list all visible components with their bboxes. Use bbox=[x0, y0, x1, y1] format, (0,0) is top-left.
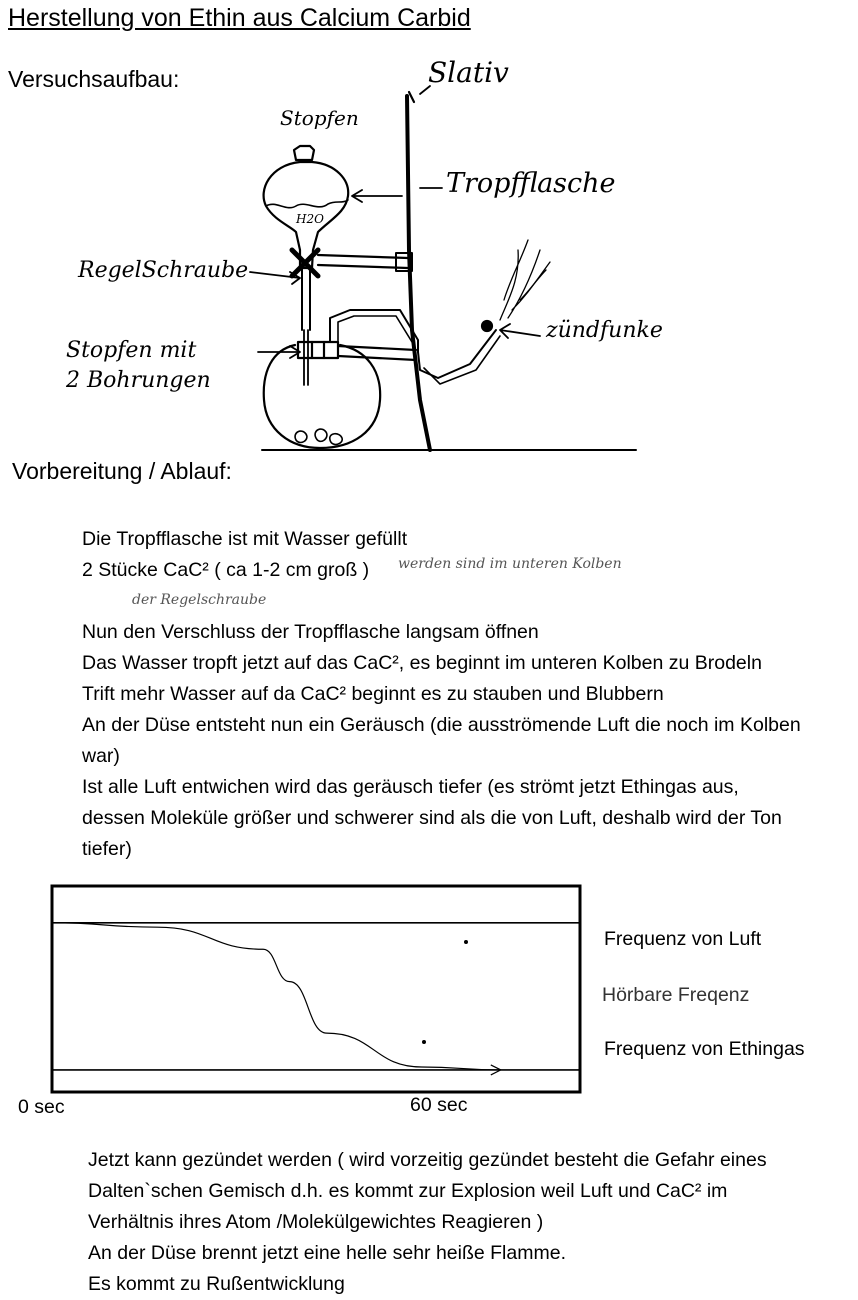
label-dropping-funnel: Tropfflasche bbox=[446, 168, 616, 199]
procedure-line: Das Wasser tropft jetzt auf das CaC², es beginnt im unteren Kolben zu Brodeln bbox=[82, 652, 762, 674]
right-label-ethin: Frequenz von Ethingas bbox=[604, 1038, 805, 1060]
setup-heading: Versuchsaufbau: bbox=[8, 66, 180, 92]
procedure-line: Ist alle Luft entwichen wird das geräusch tiefer (es strömt jetzt Ethingas aus, bbox=[82, 776, 739, 798]
x-tick-label-0: 0 sec bbox=[18, 1096, 65, 1118]
handwritten-note-2: der Regelschraube bbox=[132, 592, 267, 608]
label-control-screw: RegelSchraube bbox=[78, 258, 249, 283]
right-label-audible: Hörbare Freqenz bbox=[602, 984, 750, 1006]
conclusion-line: Es kommt zu Rußentwicklung bbox=[88, 1273, 345, 1295]
chart-frame bbox=[52, 886, 580, 1092]
label-stopper-holes-1: Stopfen mit bbox=[66, 338, 197, 363]
conclusion-text bbox=[88, 1145, 767, 1300]
right-label-air: Frequenz von Luft bbox=[604, 928, 762, 950]
label-water: H2O bbox=[296, 212, 324, 226]
procedure-line: Die Tropfflasche ist mit Wasser gefüllt bbox=[82, 528, 408, 550]
procedure-line: 2 Stücke CaC² ( ca 1-2 cm groß ) bbox=[82, 559, 370, 581]
frequency-curve bbox=[52, 923, 501, 1070]
conclusion-line: Verhältnis ihres Atom /Molekülgewichtes Reagieren ) bbox=[88, 1211, 544, 1233]
label-stand: Slativ bbox=[428, 56, 509, 89]
procedure-line: Trift mehr Wasser auf da CaC² beginnt es zu stauben und Blubbern bbox=[82, 683, 664, 705]
label-spark: zündfunke bbox=[546, 318, 663, 343]
handwritten-note-1: werden sind im unteren Kolben bbox=[398, 556, 622, 572]
conclusion-line: Dalten`schen Gemisch d.h. es kommt zur Explosion weil Luft und CaC² im bbox=[88, 1180, 728, 1202]
procedure-line: dessen Moleküle größer und schwerer sind als die von Luft, deshalb wird der Ton bbox=[82, 807, 782, 829]
label-stopper-holes-2: 2 Bohrungen bbox=[66, 368, 211, 393]
page-title: Herstellung von Ethin aus Calcium Carbid bbox=[8, 4, 471, 32]
procedure-line: tiefer) bbox=[82, 838, 132, 860]
x-tick-label-60: 60 sec bbox=[410, 1094, 468, 1116]
procedure-line: war) bbox=[82, 745, 120, 767]
procedure-heading: Vorbereitung / Ablauf: bbox=[12, 458, 232, 484]
conclusion-line: Jetzt kann gezündet werden ( wird vorzeitig gezündet besteht die Gefahr eines bbox=[88, 1149, 767, 1171]
procedure-line: An der Düse entsteht nun ein Geräusch (die ausströmende Luft die noch im Kolben bbox=[82, 714, 801, 736]
procedure-line: Nun den Verschluss der Tropfflasche langsam öffnen bbox=[82, 621, 539, 643]
conclusion-line: An der Düse brennt jetzt eine helle sehr heiße Flamme. bbox=[88, 1242, 566, 1264]
label-stopper: Stopfen bbox=[280, 106, 359, 130]
